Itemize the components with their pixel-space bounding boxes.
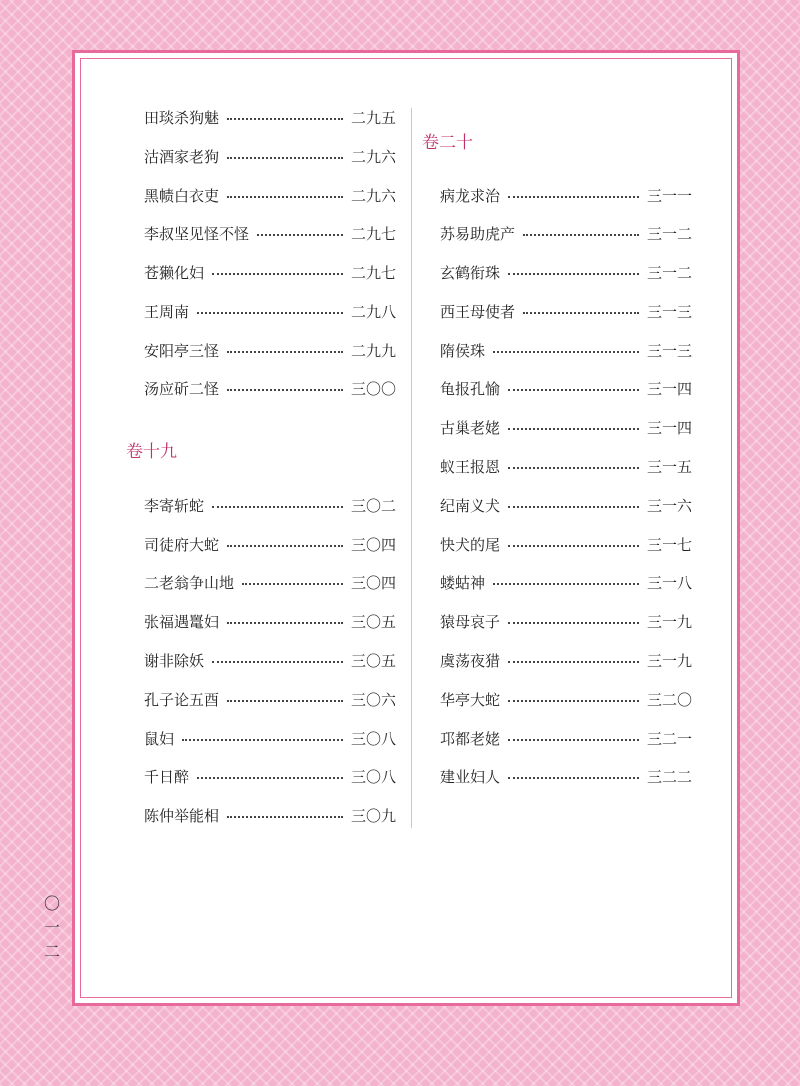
dot-leader [197,312,343,314]
entry-title: 玄鹤衔珠 [440,263,501,282]
toc-entry[interactable] [144,571,396,593]
toc-entry[interactable] [144,494,396,516]
dot-leader [212,506,343,508]
entry-title: 陈仲举能相 [144,806,220,825]
toc-entry[interactable] [144,688,396,710]
dot-leader [508,777,639,779]
dot-leader [227,196,343,198]
entry-title: 西王母使者 [440,302,516,321]
entry-page: 三一三 [646,302,692,321]
toc-entry[interactable] [440,571,692,593]
entry-title: 快犬的尾 [440,535,501,554]
entry-title: 李叔坚见怪不怪 [144,224,250,243]
dot-leader [508,428,639,430]
dot-leader [493,583,639,585]
toc-entry[interactable] [144,339,396,361]
entry-page: 三〇四 [350,573,396,592]
toc-entry[interactable] [440,494,692,516]
dot-leader [508,545,639,547]
entry-title: 二老翁争山地 [144,573,235,592]
toc-entry[interactable] [440,649,692,671]
dot-leader [523,234,639,236]
dot-leader [227,545,343,547]
toc-entry[interactable] [440,261,692,283]
toc-entry[interactable] [440,455,692,477]
entry-title: 千日醉 [144,767,190,786]
dot-leader [508,389,639,391]
entry-title: 司徒府大蛇 [144,535,220,554]
dot-leader [182,739,343,741]
toc-entry[interactable] [144,145,396,167]
dot-leader [508,273,639,275]
entry-title: 李寄斩蛇 [144,496,205,515]
toc-entry[interactable] [144,649,396,671]
toc-entry[interactable] [144,300,396,322]
toc-entry[interactable] [144,106,396,128]
toc-entry[interactable] [440,610,692,632]
toc-entry[interactable] [440,727,692,749]
dot-leader [227,622,343,624]
volume-heading: 卷十九 [126,442,177,462]
dot-leader [523,312,639,314]
toc-entry[interactable] [144,261,396,283]
entry-title: 谢非除妖 [144,651,205,670]
dot-leader [212,661,343,663]
entry-title: 病龙求治 [440,186,501,205]
entry-title: 孔子论五酉 [144,690,220,709]
dot-leader [493,351,639,353]
toc-entry[interactable] [440,222,692,244]
dot-leader [227,389,343,391]
entry-title: 田琰杀狗魅 [144,108,220,127]
volume-heading: 卷二十 [422,133,473,153]
dot-leader [508,506,639,508]
dot-leader [257,234,343,236]
entry-title: 猿母哀子 [440,612,501,631]
entry-title: 鼠妇 [144,729,175,748]
entry-page: 三二一 [646,729,692,748]
entry-page: 三〇五 [350,612,396,631]
entry-page: 二九六 [350,147,396,166]
toc-entry[interactable] [144,804,396,826]
entry-page: 三二二 [646,767,692,786]
dot-leader [508,739,639,741]
dot-leader [212,273,343,275]
dot-leader [508,622,639,624]
entry-page: 二九五 [350,108,396,127]
entry-page: 三一三 [646,341,692,360]
dot-leader [508,700,639,702]
entry-page: 三一二 [646,263,692,282]
folio-digit: 一 [43,918,60,937]
entry-page: 三〇六 [350,690,396,709]
entry-page: 三二〇 [646,690,692,709]
toc-entry[interactable] [144,727,396,749]
dot-leader [508,467,639,469]
dot-leader [227,351,343,353]
entry-page: 三一八 [646,573,692,592]
dot-leader [227,816,343,818]
entry-page: 三一一 [646,186,692,205]
toc-entry[interactable] [144,222,396,244]
entry-title: 沽酒家老狗 [144,147,220,166]
entry-page: 三一六 [646,496,692,515]
toc-entry[interactable] [440,416,692,438]
toc-entry[interactable] [144,610,396,632]
entry-title: 龟报孔愉 [440,379,501,398]
entry-title: 华亭大蛇 [440,690,501,709]
entry-title: 纪南义犬 [440,496,501,515]
toc-entry[interactable] [144,377,396,399]
entry-title: 张福遇鼍妇 [144,612,220,631]
toc-entry[interactable] [440,300,692,322]
toc-entry[interactable] [144,184,396,206]
folio-digit: 二 [43,942,60,961]
entry-page: 三〇〇 [350,379,396,398]
entry-title: 苏易助虎产 [440,224,516,243]
entry-page: 三〇五 [350,651,396,670]
entry-page: 二九六 [350,186,396,205]
entry-page: 三一四 [646,418,692,437]
entry-page: 二九八 [350,302,396,321]
column-divider [411,108,412,828]
toc-entry[interactable] [440,765,692,787]
toc-entry[interactable] [440,184,692,206]
entry-title: 建业妇人 [440,767,501,786]
dot-leader [242,583,343,585]
entry-page: 二九七 [350,263,396,282]
entry-title: 蚁王报恩 [440,457,501,476]
entry-title: 汤应斫二怪 [144,379,220,398]
dot-leader [508,661,639,663]
entry-page: 三〇八 [350,729,396,748]
entry-title: 苍獭化妇 [144,263,205,282]
entry-title: 虞荡夜猎 [440,651,501,670]
dot-leader [227,118,343,120]
entry-title: 安阳亭三怪 [144,341,220,360]
entry-title: 蝼蛄神 [440,573,486,592]
entry-title: 隋侯珠 [440,341,486,360]
entry-page: 三一二 [646,224,692,243]
dot-leader [197,777,343,779]
entry-page: 二九九 [350,341,396,360]
entry-title: 王周南 [144,302,190,321]
page-number-folio [41,892,63,964]
toc-entry[interactable] [440,533,692,555]
entry-title: 黑帻白衣吏 [144,186,220,205]
entry-title: 邛都老姥 [440,729,501,748]
dot-leader [508,196,639,198]
entry-page: 三〇四 [350,535,396,554]
toc-entry[interactable] [144,533,396,555]
entry-page: 三一七 [646,535,692,554]
entry-page: 三〇八 [350,767,396,786]
toc-entry[interactable] [440,339,692,361]
entry-page: 三一四 [646,379,692,398]
folio-digit: 〇 [43,894,60,913]
toc-entry[interactable] [144,765,396,787]
entry-title: 古巢老姥 [440,418,501,437]
toc-entry[interactable] [440,377,692,399]
dot-leader [227,700,343,702]
entry-page: 二九七 [350,224,396,243]
entry-page: 三一九 [646,612,692,631]
entry-page: 三一五 [646,457,692,476]
toc-entry[interactable] [440,688,692,710]
entry-page: 三一九 [646,651,692,670]
entry-page: 三〇二 [350,496,396,515]
entry-page: 三〇九 [350,806,396,825]
dot-leader [227,157,343,159]
